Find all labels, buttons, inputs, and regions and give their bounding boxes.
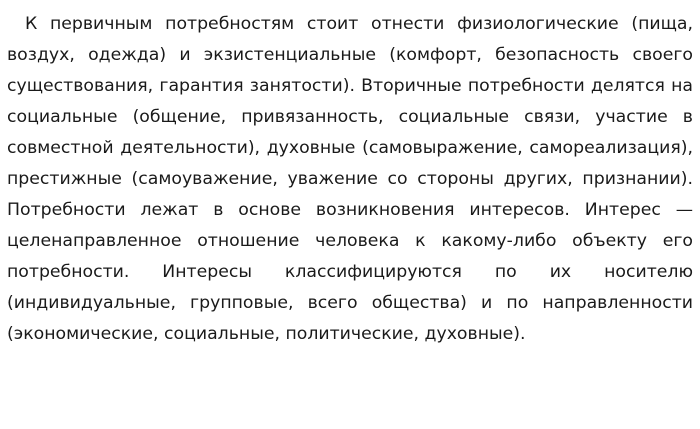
body-paragraph: К первичным потребностям стоит отнести физиологические (пища, воздух, одежда) и экзистенциальные (комфорт, безопасность своего существования, гарантия занятости). Вторичные потребности делятся на социальные (общение, привязанность, социальные связи, участие в совместной деятельности), духовные (самовыражение, самореализация), престижные (самоуважение, уважение со стороны других, признании). Потребности лежат в основе возникновения интересов. Интерес — целенаправленное отношение человека к какому-либо объекту его потребности. Интересы классифицируются по их носителю (индивидуальные, групповые, всего общества) и по направленности (экономические, социальные, политические, духовные). [7,14,693,344]
